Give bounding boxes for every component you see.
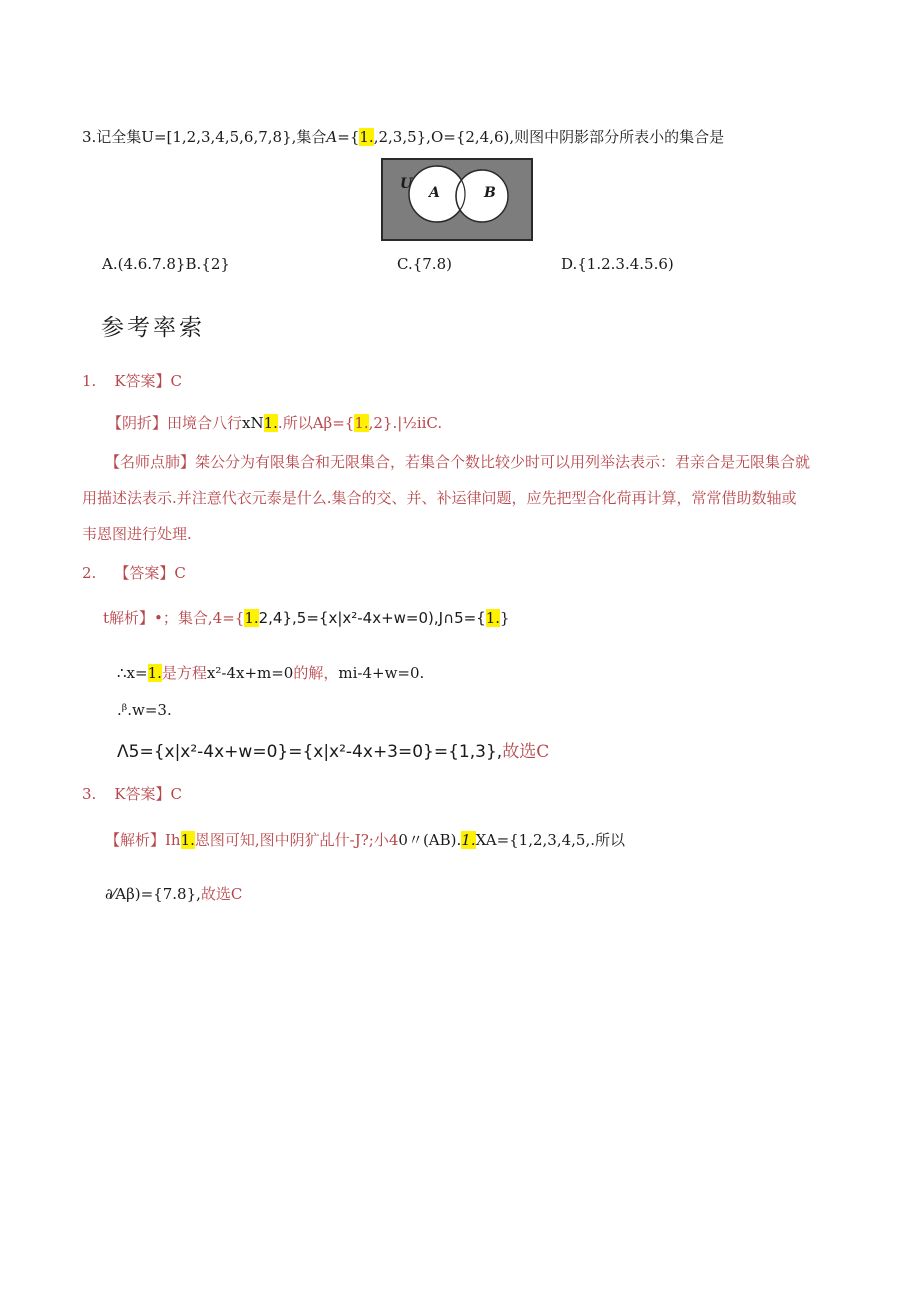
answer-3-label: K答案】C bbox=[114, 785, 182, 803]
comment-text-1: 桀公分为有限集合和无限集合，若集合个数比较少时可以用列举法表示：君亲合是无限集合就 bbox=[195, 453, 811, 471]
question-prefix: 3.记全集U=[1,2,3,4,5,6,7,8},集合 bbox=[82, 128, 327, 146]
a2-line2-end: mi-4+w=0. bbox=[338, 664, 425, 682]
venn-u-label: U bbox=[400, 176, 413, 192]
answer-3-header bbox=[82, 783, 182, 804]
option-b: B.{2} bbox=[185, 255, 230, 273]
highlight-1: 1. bbox=[244, 609, 259, 627]
set-a-rest: ,2,3,5},O={2,4,6),则图中阴影部分所表小的集合是 bbox=[373, 128, 725, 146]
answer-2-header bbox=[82, 562, 186, 583]
a2-line1-mid: 2,4},5={x|x²-4x+w=0),J∩5={ bbox=[258, 609, 486, 627]
question-stem bbox=[82, 126, 724, 147]
answer-2-label: 【答案】C bbox=[114, 564, 186, 582]
analysis-1-mid2: .所以Aβ={ bbox=[277, 414, 355, 432]
answer-1-comment-line3: 韦恩图进行处理. bbox=[82, 525, 192, 543]
analysis-1-mid1: xN bbox=[242, 414, 264, 432]
a3-line2-main: ∂⁄Aβ)={7.8}, bbox=[105, 885, 201, 903]
answer-3-num: 3. bbox=[82, 785, 97, 803]
option-d: D.{1.2.3.4.5.6) bbox=[561, 255, 674, 273]
set-a-name: A bbox=[326, 128, 338, 146]
comment-label: 【名师点肺】 bbox=[105, 453, 196, 471]
answer-3-line1 bbox=[105, 829, 625, 850]
answer-2-num: 2. bbox=[82, 564, 97, 582]
option-c: C.{7.8) bbox=[397, 255, 452, 273]
answer-3-line2 bbox=[105, 883, 242, 904]
answer-1-comment-line2: 用描述法表示.并注意代衣元泰是什么.集合的交、并、补运律问题，应先把型合化荷再计算，常常借助数轴或 bbox=[82, 489, 797, 507]
answer-2-line2 bbox=[117, 662, 424, 683]
a2-line4-end: 故选C bbox=[502, 742, 550, 762]
answer-2-line3: .ᵝ.w=3. bbox=[117, 701, 172, 719]
highlight-2: 1. bbox=[354, 414, 369, 432]
analysis-1-prefix: 【阴折】田境合八行 bbox=[107, 414, 243, 432]
a2-line2-mid: x²-4x+m=0 bbox=[206, 664, 294, 682]
a3-line1-prefix: 【解析】Ih bbox=[105, 831, 181, 849]
highlight-3: 1. bbox=[147, 664, 162, 682]
answer-1-analysis bbox=[107, 412, 442, 433]
a3-line1-red: 恩图可知,图中阴犷乩什-J?;小4 bbox=[194, 831, 399, 849]
a2-line2-red: 是方程 bbox=[161, 664, 207, 682]
venn-diagram bbox=[381, 158, 533, 241]
analysis-1-end: ,2}.|½iiC. bbox=[368, 414, 443, 432]
a2-line2-red2: 的解， bbox=[293, 664, 339, 682]
answer-1-num: 1. bbox=[82, 372, 97, 390]
answer-2-line1 bbox=[103, 607, 510, 628]
answer-2-line4 bbox=[117, 737, 549, 762]
answer-1-comment-line1 bbox=[105, 451, 810, 472]
highlight-1: 1. bbox=[263, 414, 278, 432]
a3-line1-mid: 0〃(AB). bbox=[398, 831, 462, 849]
highlight-1: 1. bbox=[180, 831, 195, 849]
venn-b-label: B bbox=[484, 185, 496, 201]
option-a: A.(4.6.7.8} bbox=[102, 255, 186, 273]
venn-a-label: A bbox=[429, 185, 440, 201]
options-row bbox=[102, 255, 230, 273]
a2-line2-prefix: ∴x= bbox=[117, 664, 148, 682]
answer-1-header bbox=[82, 370, 182, 391]
a3-line1-end: XA={1,2,3,4,5,.所以 bbox=[475, 831, 626, 849]
answers-heading: 参考率索 bbox=[101, 315, 205, 341]
highlight-1: 1. bbox=[359, 128, 374, 146]
a2-line4-main: Λ5={x|x²-4x+w=0}={x|x²-4x+3=0}={1,3}, bbox=[117, 742, 503, 762]
highlight-2: 1. bbox=[461, 831, 476, 849]
eq-open: ={ bbox=[337, 128, 360, 146]
a2-line1-prefix: t解析】•；集合,4={ bbox=[103, 609, 245, 627]
a3-line2-end: 故选C bbox=[200, 885, 243, 903]
answer-1-label: K答案】C bbox=[114, 372, 182, 390]
highlight-2: 1. bbox=[485, 609, 501, 627]
a2-line1-end: } bbox=[500, 609, 510, 627]
